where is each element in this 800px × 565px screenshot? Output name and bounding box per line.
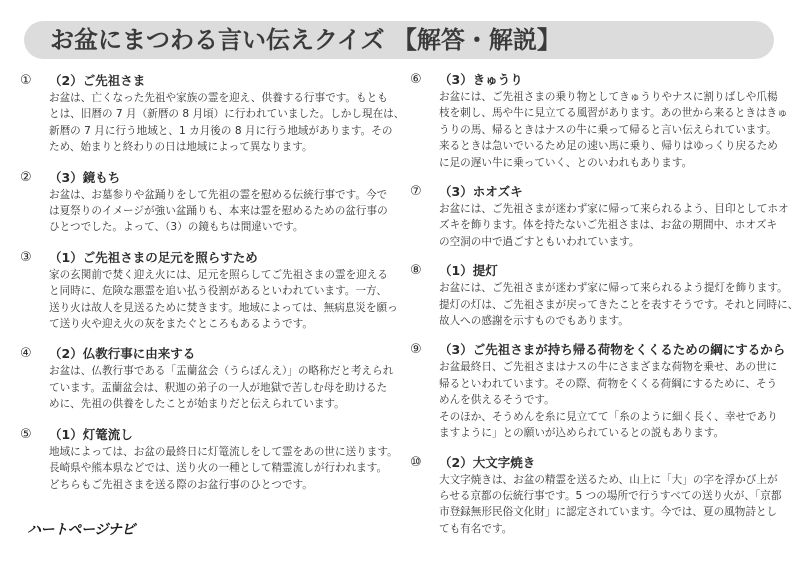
item-explanation (439, 89, 788, 171)
explanation-line: とは、旧暦の 7 月（新暦の 8 月頃）に行われていました。しかし現在は、 (49, 108, 405, 121)
explanation-line: そのほか、そうめんを糸に見立てて「糸のように細く長く、幸せであり (439, 410, 778, 423)
explanation-line: お盆には、ご先祖さまの乗り物としてきゅうりやナスに割りばしや爪楊 (439, 91, 778, 103)
item-number: ③ (20, 249, 32, 265)
item-explanation (49, 267, 398, 333)
explanation-line: お盆は、お墓参りや盆踊りをして先祖の霊を慰める伝統行事です。今で (49, 188, 388, 201)
item-answer: （1）灯篭流し (49, 426, 133, 442)
explanation-line: めんを供えるそうです。 (439, 394, 555, 407)
item-number: ⑩ (410, 454, 422, 470)
answer-item (20, 346, 394, 412)
explanation-line: ため、始まりと終わりの日は地域によって異なります。 (49, 141, 313, 154)
explanation-line: ズキを飾ります。体を持たないご先祖さまは、お盆の期間中、ホオズキ (439, 219, 778, 232)
explanation-line: ています。盂蘭盆会は、釈迦の弟子の一人が地獄で苦しむ母を助けるた (49, 381, 388, 394)
item-explanation (49, 444, 398, 493)
explanation-line: 送り火は故人を見送るために焚きます。地域によっては、無病息災を願っ (49, 301, 398, 314)
answer-column-left (20, 72, 405, 493)
item-number: ② (20, 169, 32, 185)
item-number: ⑨ (410, 342, 422, 358)
item-number: ⑥ (410, 72, 422, 87)
explanation-line: お盆は、仏教行事である「盂蘭盆会（うらぼんえ）」の略称だと考えられ (49, 365, 394, 378)
explanation-line: 長崎県や熊本県などでは、送り火の一種として精霊流しが行われます。 (49, 462, 388, 475)
explanation-line: 市登録無形民俗文化財」に認定されています。今では、夏の風物詩とし (439, 506, 778, 519)
answer-item (20, 73, 405, 156)
item-explanation (49, 187, 388, 236)
answer-item (20, 249, 398, 333)
explanation-line: 家の玄関前で焚く迎え火には、足元を照らしてご先祖さまの霊を迎える (49, 268, 388, 281)
item-answer: （3）鏡もち (49, 169, 121, 185)
answer-item (410, 454, 782, 538)
explanation-line: 枝を刺し、馬や牛に見立てる風習があります。あの世から来るときはきゅ (439, 107, 788, 120)
answer-item (410, 263, 799, 329)
item-answer: （3）ホオズキ (439, 184, 523, 200)
explanation-line: 帰るといわれています。その際、荷物をくくる荷綱にするために、そう (439, 377, 778, 390)
item-explanation (49, 90, 405, 156)
item-answer: （1）提灯 (439, 263, 498, 279)
item-explanation (49, 363, 394, 412)
item-number: ① (20, 73, 32, 88)
explanation-line: は夏祭りのイメージが強い盆踊りも、本来は霊を慰めるための盆行事の (49, 205, 388, 218)
answer-item (410, 72, 788, 171)
title-bar (24, 21, 774, 59)
explanation-line: 地域によっては、お盆の最終日に灯篭流しをして霊をあの世に送ります。 (49, 445, 398, 458)
item-explanation (439, 201, 789, 250)
page-title: お盆にまつわる言い伝えクイズ 【解答・解説】 (50, 26, 561, 54)
item-explanation (439, 280, 799, 329)
item-number: ⑧ (410, 263, 422, 279)
explanation-line: お盆には、ご先祖さまが迷わず家に帰って来られるよう提灯を飾ります。 (439, 282, 788, 295)
answer-item (20, 426, 398, 493)
explanation-line: ても有名です。 (439, 522, 513, 535)
explanation-line: て送り火や迎え火の灰をまたぐところもあるようです。 (49, 318, 313, 331)
item-answer: （1）ご先祖さまの足元を照らすため (49, 249, 258, 265)
explanation-line: ますように」との願いが込められているとの説もあります。 (439, 427, 725, 440)
answer-column-right (410, 72, 799, 537)
answer-item (410, 342, 786, 441)
explanation-line: 故人への感謝を示すものでもあります。 (439, 315, 629, 328)
item-answer: （3）ご先祖さまが持ち帰る荷物をくくるための綱にするから (439, 342, 786, 358)
item-number: ⑦ (410, 184, 422, 200)
explanation-line: らせる京都の伝統行事です。5 つの場所で行うすべての送り火が、「京都 (439, 489, 782, 502)
answer-item (20, 169, 388, 236)
explanation-line: どちらもご先祖さまを送る際のお盆行事のひとつです。 (49, 478, 313, 491)
explanation-line: 大文字焼きは、お盆の精霊を送るため、山上に「大」の字を浮かび上が (439, 473, 778, 486)
item-answer: （3）きゅうり (439, 72, 523, 87)
explanation-line: お盆には、ご先祖さまが迷わず家に帰って来られるよう、目印としてホオ (439, 203, 789, 216)
explanation-line: めに、先祖の供養をしたことが始まりだと伝えられています。 (49, 398, 345, 411)
item-answer: （2）大文字焼き (439, 454, 536, 470)
item-answer: （2）仏教行事に由来する (49, 346, 196, 362)
explanation-line: 提灯の灯は、ご先祖さまが戻ってきたことを表すそうです。それと同時に、 (439, 298, 799, 311)
explanation-line: お盆最終日、ご先祖さまはナスの牛にさまざまな荷物を乗せ、あの世に (439, 361, 778, 374)
item-answer: （2）ご先祖さま (49, 73, 146, 88)
brand-logo: ハートページナビ (27, 522, 135, 538)
item-explanation (439, 359, 778, 441)
item-number: ④ (20, 346, 32, 362)
explanation-line: 来るときは急いでいるため足の速い馬に乗り、帰りはゆっくり戻るため (439, 140, 778, 153)
explanation-line: うりの馬、帰るときはナスの牛に乗って帰ると言い伝えられています。 (439, 123, 777, 136)
explanation-line: ひとつでした。よって、（3）の鏡もちは間違いです。 (49, 221, 304, 234)
explanation-line: の空洞の中で過ごすともいわれています。 (439, 235, 640, 248)
explanation-line: に足の遅い牛に乗っていく、とのいわれもあります。 (439, 156, 693, 169)
item-number: ⑤ (20, 426, 32, 442)
item-explanation (439, 472, 782, 538)
explanation-line: 新暦の 7 月に行う地域と、1 カ月後の 8 月に行う地域があります。その (49, 124, 393, 137)
explanation-line: と同時に、危険な悪霊を追い払う役割があるといわれています。一方、 (49, 285, 388, 298)
explanation-line: お盆は、亡くなった先祖や家族の霊を迎え、供養する行事です。もとも (49, 92, 388, 104)
answer-item (410, 184, 789, 250)
